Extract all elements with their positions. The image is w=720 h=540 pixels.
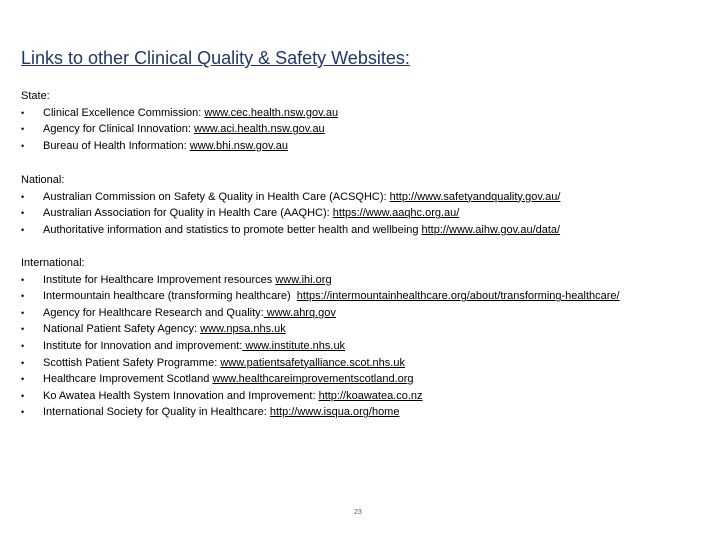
list-item bbox=[21, 288, 701, 305]
list-item bbox=[21, 321, 701, 338]
list-item bbox=[21, 189, 701, 206]
bullet-icon: • bbox=[21, 374, 25, 385]
page-title: Links to other Clinical Quality & Safety Websites: bbox=[21, 48, 410, 68]
bullet-icon: • bbox=[21, 124, 25, 135]
bullet-icon: • bbox=[21, 208, 25, 219]
patientsafety-link[interactable]: www.patientsafetyalliance.scot.nhs.uk bbox=[220, 356, 405, 369]
bullet-icon: • bbox=[21, 140, 25, 151]
national-heading: National: bbox=[21, 174, 65, 186]
item-label: Bureau of Health Information: bbox=[43, 139, 190, 152]
bullet-icon: • bbox=[21, 324, 25, 335]
list-item bbox=[21, 305, 701, 322]
ahrq-link[interactable]: www.ahrq.gov bbox=[263, 306, 336, 319]
aaqhc-link[interactable]: https://www.aaqhc.org.au/ bbox=[332, 207, 460, 220]
state-section bbox=[21, 88, 701, 154]
list-item bbox=[21, 388, 701, 405]
cec-link[interactable]: www.cec.health.nsw.gov.au bbox=[204, 106, 339, 119]
item-label: National Patient Safety Agency: bbox=[43, 323, 201, 336]
bhi-link[interactable]: www.bhi.nsw.gov.au bbox=[189, 139, 288, 152]
bullet-icon: • bbox=[21, 390, 25, 401]
list-item bbox=[21, 121, 701, 138]
item-label: Australian Commission on Safety & Quality in Health Care (ACSQHC): bbox=[43, 190, 390, 203]
item-label: Clinical Excellence Commission: bbox=[43, 106, 205, 119]
koawatea-link[interactable]: http://koawatea.co.nz bbox=[318, 389, 423, 402]
international-section bbox=[21, 255, 701, 421]
bullet-icon: • bbox=[21, 340, 25, 351]
item-label: International Society for Quality in Healthcare: bbox=[43, 406, 270, 419]
list-item bbox=[21, 355, 701, 372]
list-item bbox=[21, 205, 701, 222]
bullet-icon: • bbox=[21, 407, 25, 418]
list-item bbox=[21, 404, 701, 421]
item-label: Institute for Innovation and improvement: bbox=[43, 339, 243, 352]
aci-link[interactable]: www.aci.health.nsw.gov.au bbox=[194, 123, 325, 136]
ihi-link[interactable]: www.ihi.org bbox=[275, 273, 332, 286]
list-item bbox=[21, 272, 701, 289]
bullet-icon: • bbox=[21, 291, 25, 302]
bullet-icon: • bbox=[21, 357, 25, 368]
item-label: Authoritative information and statistics to promote better health and wellbeing bbox=[43, 223, 422, 236]
aihw-link[interactable]: http://www.aihw.gov.au/data/ bbox=[421, 223, 561, 236]
item-label: Agency for Clinical Innovation: bbox=[43, 123, 195, 136]
npsa-link[interactable]: www.npsa.nhs.uk bbox=[200, 323, 286, 336]
list-item bbox=[21, 138, 701, 155]
item-label: Healthcare Improvement Scotland bbox=[43, 373, 213, 386]
page-number: 23 bbox=[354, 509, 362, 516]
bullet-icon: • bbox=[21, 107, 25, 118]
acsqhc-link[interactable]: http://www.safetyandquality.gov.au/ bbox=[389, 190, 561, 203]
institute-link[interactable]: www.institute.nhs.uk bbox=[242, 339, 346, 352]
item-label: Institute for Healthcare Improvement resources bbox=[43, 273, 276, 286]
item-label: Ko Awatea Health System Innovation and Improvement: bbox=[43, 389, 319, 402]
list-item bbox=[21, 338, 701, 355]
bullet-icon: • bbox=[21, 224, 25, 235]
intermountain-link[interactable]: https://intermountainhealthcare.org/about/transforming-healthcare/ bbox=[296, 290, 620, 303]
bullet-icon: • bbox=[21, 274, 25, 285]
item-label: Agency for Healthcare Research and Quality: bbox=[43, 306, 264, 319]
list-item bbox=[21, 371, 701, 388]
international-heading: International: bbox=[21, 257, 85, 269]
list-item bbox=[21, 222, 701, 239]
state-heading: State: bbox=[21, 90, 50, 102]
list-item bbox=[21, 105, 701, 122]
item-label: Australian Association for Quality in Health Care (AAQHC): bbox=[43, 207, 333, 220]
his-link[interactable]: www.healthcareimprovementscotland.org bbox=[212, 373, 414, 386]
bullet-icon: • bbox=[21, 307, 25, 318]
national-section bbox=[21, 172, 701, 238]
isqua-link[interactable]: http://www.isqua.org/home bbox=[269, 406, 400, 419]
item-label: Scottish Patient Safety Programme: bbox=[43, 356, 221, 369]
item-label: Intermountain healthcare (transforming healthcare) bbox=[43, 290, 297, 303]
bullet-icon: • bbox=[21, 191, 25, 202]
